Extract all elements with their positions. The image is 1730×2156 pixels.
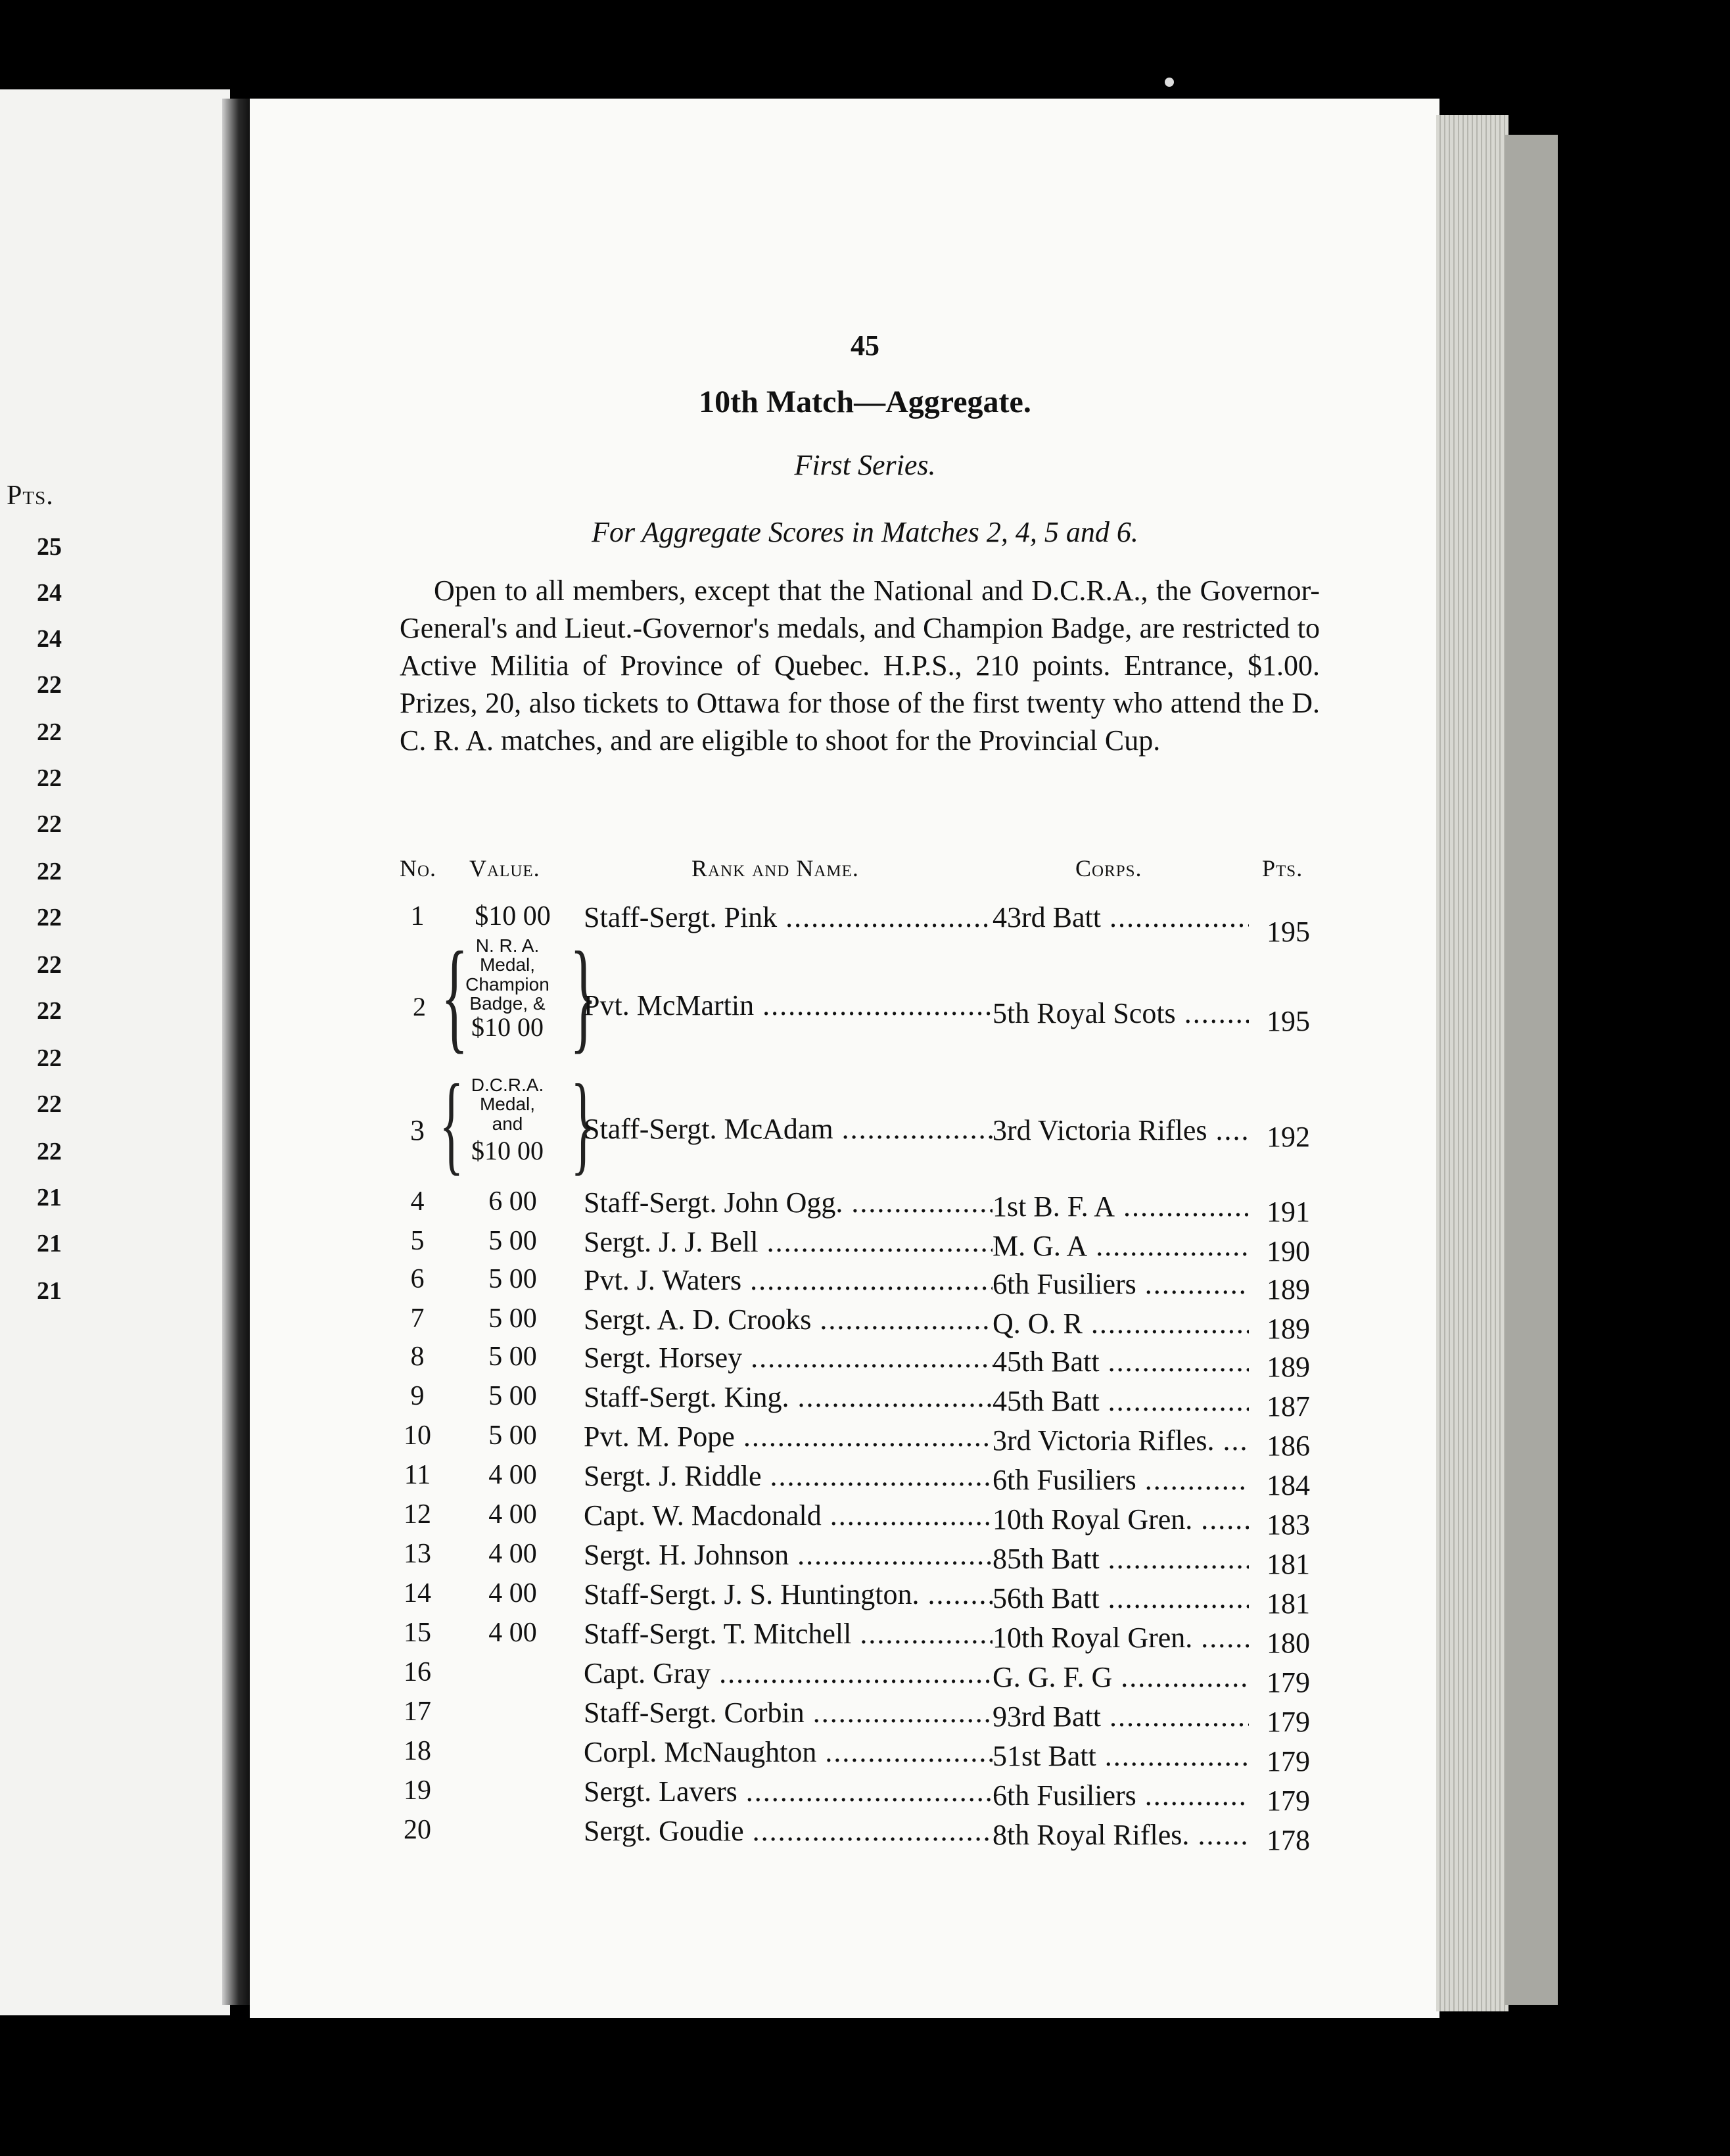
previous-page-point: 21 bbox=[37, 1277, 62, 1305]
row-value: $10 00 bbox=[475, 901, 551, 931]
row-no: 7 bbox=[410, 1303, 425, 1334]
row-pts: 181 bbox=[1267, 1548, 1310, 1580]
row-name: Staff-Sergt. J. S. Huntington. ..... bbox=[584, 1578, 993, 1611]
header-corps: Corps. bbox=[1075, 855, 1142, 881]
row-corps: 6th Fusiliers ..... bbox=[993, 1463, 1249, 1497]
row-pts: 189 bbox=[1267, 1351, 1310, 1383]
row-corps: 85th Batt ..... bbox=[993, 1542, 1249, 1576]
row-pts: 180 bbox=[1267, 1627, 1310, 1659]
row-value: 4 00 bbox=[488, 1499, 537, 1530]
row-corps: 51st Batt ..... bbox=[993, 1739, 1249, 1773]
prize-line: Badge, & bbox=[469, 993, 546, 1014]
row-value: 5 00 bbox=[488, 1381, 537, 1411]
table-row bbox=[0, 1380, 1730, 1422]
row-corps: 6th Fusiliers ..... bbox=[993, 1267, 1249, 1301]
previous-page-point: 22 bbox=[37, 951, 62, 979]
row-pts: 181 bbox=[1267, 1587, 1310, 1620]
table-row bbox=[0, 1735, 1730, 1777]
previous-page-point: 22 bbox=[37, 810, 62, 838]
left-brace: { bbox=[439, 1062, 464, 1185]
series-subtitle: First Series. bbox=[794, 449, 936, 481]
row-no: 10 bbox=[404, 1420, 431, 1451]
row-corps: 93rd Batt ..... bbox=[993, 1700, 1249, 1733]
previous-page-point: 22 bbox=[37, 997, 62, 1025]
row-no: 15 bbox=[404, 1618, 431, 1648]
row-value: 5 00 bbox=[488, 1420, 537, 1451]
prize-line: N. R. A. bbox=[475, 935, 540, 956]
row-corps: G. G. F. G ..... bbox=[993, 1660, 1249, 1694]
row-name: Sergt. H. Johnson ..... bbox=[584, 1538, 993, 1572]
row-no: 11 bbox=[404, 1460, 431, 1490]
row-name: Pvt. M. Pope ..... bbox=[584, 1420, 993, 1453]
row-no: 4 bbox=[410, 1186, 425, 1217]
row-name: Pvt. McMartin ..... bbox=[584, 989, 993, 1022]
header-rank-and-name: Rank and Name. bbox=[691, 855, 859, 881]
row-no: 9 bbox=[410, 1381, 425, 1411]
previous-page-point: 21 bbox=[37, 1184, 62, 1211]
row-pts: 179 bbox=[1267, 1666, 1310, 1699]
row-no: 13 bbox=[404, 1539, 431, 1569]
row-pts: 179 bbox=[1267, 1745, 1310, 1777]
table-row bbox=[0, 1656, 1730, 1699]
row-corps: 8th Royal Rifles. ..... bbox=[993, 1818, 1249, 1852]
row-value: 4 00 bbox=[488, 1618, 537, 1648]
row-pts: 189 bbox=[1267, 1313, 1310, 1345]
previous-page-point: 22 bbox=[37, 904, 62, 931]
conditions-paragraph: Open to all members, except that the National and D.C.R.A., the Governor-General's and Lieut.-Governor's medals, and Champion Badge, are restricted to Active Militia of Province of Quebec. H.P.S., 210 points. Entrance, $1.00. Prizes, 20, also tickets to Ottawa for those of the first twenty who attend the D. C. R. A. matches, and are eligible to shoot for the Provincial Cup. bbox=[400, 574, 1320, 757]
table-row bbox=[0, 1186, 1730, 1228]
row-name: Staff-Sergt. Corbin ..... bbox=[584, 1696, 993, 1729]
row-pts: 178 bbox=[1267, 1824, 1310, 1856]
prize-amount: $10 00 bbox=[471, 1136, 544, 1166]
row-name: Staff-Sergt. King. ..... bbox=[584, 1380, 993, 1414]
previous-page-point: 24 bbox=[37, 625, 62, 653]
row-value: 5 00 bbox=[488, 1226, 537, 1256]
row-name: Sergt. J. J. Bell ..... bbox=[584, 1225, 993, 1259]
row-no: 19 bbox=[404, 1775, 431, 1806]
row-name: Corpl. McNaughton ..... bbox=[584, 1735, 993, 1769]
previous-page-point: 22 bbox=[37, 1044, 62, 1072]
prize-description bbox=[442, 936, 573, 1041]
row-corps: Q. O. R ..... bbox=[993, 1307, 1249, 1340]
table-row bbox=[0, 1696, 1730, 1738]
row-pts: 195 bbox=[1267, 916, 1310, 948]
row-corps: M. G. A ..... bbox=[993, 1229, 1249, 1263]
row-name: Sergt. A. D. Crooks ..... bbox=[584, 1303, 993, 1336]
previous-page-point: 24 bbox=[37, 579, 62, 607]
row-no: 5 bbox=[410, 1226, 425, 1256]
table-row-special-prize bbox=[0, 927, 1730, 1071]
row-value: 5 00 bbox=[488, 1264, 537, 1294]
row-value: 4 00 bbox=[488, 1460, 537, 1490]
table-row bbox=[0, 1499, 1730, 1541]
header-pts: Pts. bbox=[1262, 855, 1303, 881]
previous-page-point: 22 bbox=[37, 858, 62, 885]
previous-page-point: 25 bbox=[37, 533, 62, 561]
row-no: 17 bbox=[404, 1697, 431, 1727]
row-name: Pvt. J. Waters ..... bbox=[584, 1263, 993, 1297]
table-row bbox=[0, 1303, 1730, 1345]
row-name: Sergt. Goudie ..... bbox=[584, 1814, 993, 1848]
row-name: Sergt. Lavers ..... bbox=[584, 1775, 993, 1808]
row-pts: 187 bbox=[1267, 1390, 1310, 1422]
table-row bbox=[0, 1225, 1730, 1267]
table-row bbox=[0, 1459, 1730, 1501]
table-row bbox=[0, 1617, 1730, 1659]
header-value: Value. bbox=[469, 855, 540, 881]
row-value: 4 00 bbox=[488, 1578, 537, 1608]
prize-description bbox=[442, 1075, 573, 1165]
previous-page-point: 22 bbox=[37, 1090, 62, 1118]
row-name: Sergt. Horsey ..... bbox=[584, 1341, 993, 1374]
previous-page-point: 21 bbox=[37, 1230, 62, 1257]
row-no: 2 bbox=[413, 992, 426, 1021]
row-pts: 190 bbox=[1267, 1235, 1310, 1267]
table-row bbox=[0, 1578, 1730, 1620]
previous-page-pts-header: Pts. bbox=[7, 480, 54, 511]
row-name: Staff-Sergt. McAdam ..... bbox=[584, 1112, 993, 1146]
previous-page-point: 22 bbox=[37, 671, 62, 699]
row-corps: 45th Batt ..... bbox=[993, 1384, 1249, 1418]
prize-line: Champion bbox=[465, 973, 549, 995]
row-corps: 3rd Victoria Rifles. ..... bbox=[993, 1424, 1249, 1457]
row-no: 18 bbox=[404, 1736, 431, 1766]
row-corps: 1st B. F. A ..... bbox=[993, 1190, 1249, 1223]
row-value: 5 00 bbox=[488, 1303, 537, 1334]
right-brace: } bbox=[571, 1062, 596, 1185]
row-name: Capt. W. Macdonald ..... bbox=[584, 1499, 993, 1532]
row-pts: 179 bbox=[1267, 1706, 1310, 1738]
row-name: Sergt. J. Riddle ..... bbox=[584, 1459, 993, 1493]
prize-line: Medal, bbox=[479, 954, 536, 975]
right-brace: } bbox=[570, 927, 597, 1065]
row-name: Staff-Sergt. John Ogg. ..... bbox=[584, 1186, 993, 1219]
row-corps: 56th Batt ..... bbox=[993, 1582, 1249, 1615]
row-pts: 192 bbox=[1267, 1121, 1310, 1153]
row-corps: 10th Royal Gren. ..... bbox=[993, 1621, 1249, 1654]
row-no: 3 bbox=[410, 1114, 425, 1146]
row-no: 12 bbox=[404, 1499, 431, 1530]
row-value: 5 00 bbox=[488, 1342, 537, 1372]
previous-page-point: 22 bbox=[37, 764, 62, 792]
row-corps: 5th Royal Scots ..... bbox=[993, 996, 1249, 1030]
row-corps: 45th Batt ..... bbox=[993, 1345, 1249, 1378]
row-no: 20 bbox=[404, 1815, 431, 1845]
row-value: 4 00 bbox=[488, 1539, 537, 1569]
row-pts: 179 bbox=[1267, 1785, 1310, 1817]
prize-line: D.C.R.A. bbox=[471, 1075, 544, 1095]
row-no: 1 bbox=[410, 901, 425, 931]
table-row bbox=[0, 1538, 1730, 1580]
row-pts: 183 bbox=[1267, 1509, 1310, 1541]
table-row bbox=[0, 1341, 1730, 1383]
row-pts: 191 bbox=[1267, 1196, 1310, 1228]
row-corps: 10th Royal Gren. ..... bbox=[993, 1503, 1249, 1536]
row-no: 14 bbox=[404, 1578, 431, 1608]
row-pts: 195 bbox=[1267, 1005, 1310, 1037]
row-pts: 189 bbox=[1267, 1273, 1310, 1305]
match-title: 10th Match—Aggregate. bbox=[699, 385, 1031, 419]
row-pts: 184 bbox=[1267, 1469, 1310, 1501]
previous-page-point: 22 bbox=[37, 718, 62, 746]
row-name: Capt. Gray ..... bbox=[584, 1656, 993, 1690]
prize-line: Medal, bbox=[479, 1094, 536, 1115]
table-row bbox=[0, 1420, 1730, 1462]
table-row bbox=[0, 1263, 1730, 1305]
row-no: 6 bbox=[410, 1264, 425, 1294]
left-brace: { bbox=[441, 927, 469, 1065]
table-row-special-prize bbox=[0, 1062, 1730, 1185]
page-number: 45 bbox=[851, 329, 879, 362]
row-corps: 43rd Batt ..... bbox=[993, 901, 1249, 934]
row-name: Staff-Sergt. T. Mitchell ..... bbox=[584, 1617, 993, 1651]
header-no: No. bbox=[400, 855, 437, 881]
previous-page-point: 22 bbox=[37, 1138, 62, 1165]
row-corps: 3rd Victoria Rifles ..... bbox=[993, 1113, 1249, 1147]
row-value: 6 00 bbox=[488, 1186, 537, 1217]
row-corps: 6th Fusiliers ..... bbox=[993, 1779, 1249, 1812]
prize-amount: $10 00 bbox=[471, 1012, 544, 1042]
row-pts: 186 bbox=[1267, 1430, 1310, 1462]
row-no: 16 bbox=[404, 1657, 431, 1687]
table-row bbox=[0, 1775, 1730, 1817]
row-no: 8 bbox=[410, 1342, 425, 1372]
row-name: Staff-Sergt. Pink ..... bbox=[584, 901, 993, 934]
table-row bbox=[0, 1814, 1730, 1856]
prize-line: and bbox=[492, 1113, 523, 1134]
scan-speck bbox=[1165, 78, 1174, 87]
aggregate-description: For Aggregate Scores in Matches 2, 4, 5 and 6. bbox=[592, 516, 1138, 548]
